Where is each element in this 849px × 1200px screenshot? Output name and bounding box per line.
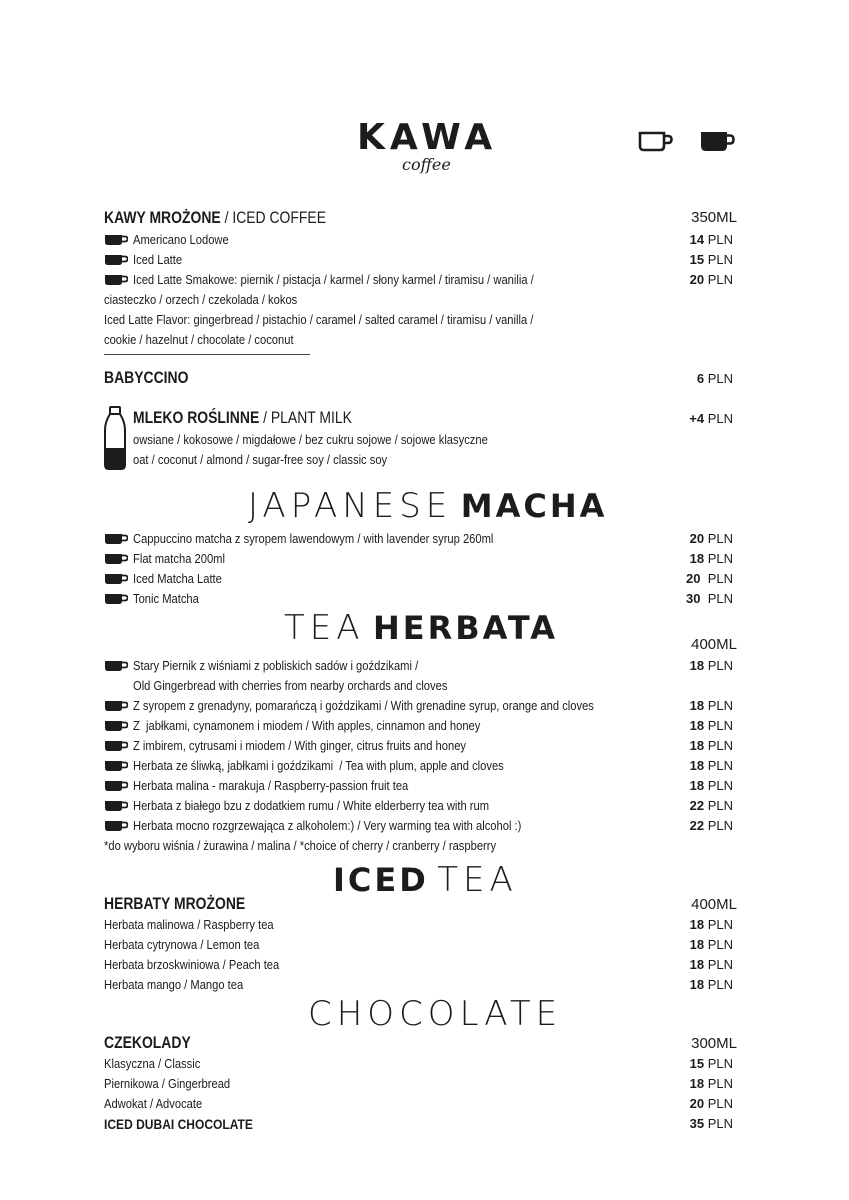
iced-tea-title-bold: ICED	[333, 861, 429, 899]
page-subtitle: coffee	[402, 155, 451, 174]
menu-item-price: 18 PLN	[689, 917, 733, 932]
menu-item-price: 20 PLN	[689, 531, 733, 546]
cup-icon	[104, 700, 128, 712]
menu-item-name: Z jabłkami, cynamonem i miodem / With apples, cinnamon and honey	[133, 718, 481, 733]
iced-tea-subtitle: HERBATY MROŻONE	[104, 894, 246, 913]
cup-icon	[104, 573, 128, 585]
tea-title-thin: TEA	[284, 608, 365, 648]
page-title: KAWA	[357, 117, 498, 158]
matcha-title-bold: MACHA	[460, 487, 608, 525]
cup-icon	[104, 760, 128, 772]
flavor-line: Iced Latte Flavor: gingerbread / pistachio / caramel / salted caramel / tiramisu / vanilla /	[104, 312, 534, 327]
cup-icon	[104, 274, 128, 286]
menu-item-price: 15 PLN	[689, 252, 733, 267]
outline-cup-icon	[638, 131, 674, 153]
iced-coffee-title-en: / ICED COFFEE	[220, 208, 327, 227]
menu-item-name: Herbata malinowa / Raspberry tea	[104, 917, 274, 932]
menu-item-name: Herbata ze śliwką, jabłkami i goździkami / Tea with plum, apple and cloves	[133, 758, 504, 773]
cup-icon	[104, 820, 128, 832]
menu-item-name: Herbata z białego bzu z dodatkiem rumu / White elderberry tea with rum	[133, 798, 490, 813]
cup-icon	[104, 533, 128, 545]
cup-icon	[104, 593, 128, 605]
menu-item-name: Herbata mango / Mango tea	[104, 977, 244, 992]
chocolate-section-title	[308, 994, 562, 1041]
babyccino-title: BABYCCINO	[104, 368, 189, 387]
cup-icon	[104, 660, 128, 672]
menu-item-price: 18 PLN	[689, 778, 733, 793]
special-item-name: ICED DUBAI CHOCOLATE	[104, 1116, 253, 1132]
menu-item-name: Americano Lodowe	[133, 232, 229, 247]
tea-title-bold: HERBATA	[372, 609, 559, 647]
menu-item-price: 18 PLN	[689, 957, 733, 972]
menu-item-price: 18 PLN	[689, 658, 733, 673]
menu-item-price: 22 PLN	[689, 798, 733, 813]
tea-section-title	[284, 608, 558, 655]
filled-cup-icon	[700, 131, 736, 153]
menu-item-price: 18 PLN	[689, 758, 733, 773]
iced-tea-title-thin: TEA	[437, 860, 518, 900]
menu-item-name: Herbata mocno rozgrzewająca z alkoholem:) / Very warming tea with alcohol :)	[133, 818, 522, 833]
special-item-price: 35 PLN	[689, 1116, 733, 1131]
babyccino-price: 6 PLN	[696, 371, 733, 386]
menu-item-name: Z imbirem, cytrusami i miodem / With ginger, citrus fruits and honey	[133, 738, 467, 753]
cup-icon	[104, 800, 128, 812]
menu-item-name: Stary Piernik z wiśniami z pobliskich sadów i goździkami /	[133, 658, 419, 673]
iced-tea-section-title	[333, 860, 518, 907]
tea-footnote: *do wyboru wiśnia / żurawina / malina / *choice of cherry / cranberry / raspberry	[104, 838, 497, 853]
menu-item-name: Herbata malina - marakuja / Raspberry-passion fruit tea	[133, 778, 409, 793]
chocolate-subtitle: CZEKOLADY	[104, 1033, 191, 1052]
menu-item-name: Z syropem z grenadyny, pomarańczą i goździkami / With grenadine syrup, orange and cloves	[133, 698, 594, 713]
divider	[104, 354, 310, 355]
menu-item-name: Herbata cytrynowa / Lemon tea	[104, 937, 260, 952]
plant-milk-options-en: oat / coconut / almond / sugar-free soy / classic soy	[133, 452, 388, 467]
cup-icon	[104, 234, 128, 246]
plant-milk-heading	[133, 408, 352, 428]
cup-icon	[104, 553, 128, 565]
menu-item-price: 18 PLN	[689, 937, 733, 952]
menu-item-name: Tonic Matcha	[133, 591, 199, 606]
tea-size: 400ML	[691, 636, 737, 653]
cup-icon	[104, 720, 128, 732]
plant-milk-options-pl: owsiane / kokosowe / migdałowe / bez cukru sojowe / sojowe klasyczne	[133, 432, 488, 447]
menu-item-price: 30 PLN	[686, 591, 733, 606]
chocolate-title: CHOCOLATE	[308, 994, 563, 1034]
menu-item-price: 18 PLN	[689, 551, 733, 566]
matcha-section-title	[248, 486, 607, 533]
menu-item-name: Flat matcha 200ml	[133, 551, 225, 566]
menu-item-name: Iced Matcha Latte	[133, 571, 222, 586]
plant-milk-title-pl: MLEKO ROŚLINNE	[133, 408, 260, 427]
milk-bottle-icon	[104, 406, 126, 470]
menu-item-name-en: Old Gingerbread with cherries from nearby orchards and cloves	[133, 678, 448, 693]
cup-icon	[104, 254, 128, 266]
menu-item-price: 18 PLN	[689, 1076, 733, 1091]
menu-item-price: 18 PLN	[689, 738, 733, 753]
menu-item-name: Iced Latte	[133, 252, 183, 267]
menu-item-name: Iced Latte Smakowe: piernik / pistacja / karmel / słony karmel / tiramisu / wanilia /	[133, 272, 534, 287]
chocolate-size: 300ML	[691, 1035, 737, 1052]
menu-item-price: 14 PLN	[689, 232, 733, 247]
matcha-title-thin: JAPANESE	[248, 486, 453, 526]
menu-item-name: Piernikowa / Gingerbread	[104, 1076, 231, 1091]
menu-item-name: Cappuccino matcha z syropem lawendowym / with lavender syrup 260ml	[133, 531, 494, 546]
menu-item-price: 20 PLN	[686, 571, 733, 586]
plant-milk-title-en: / PLANT MILK	[259, 408, 352, 427]
menu-item-price: 18 PLN	[689, 718, 733, 733]
cup-icon	[104, 780, 128, 792]
menu-item-name: Adwokat / Advocate	[104, 1096, 203, 1111]
menu-item-price: 20 PLN	[689, 272, 733, 287]
iced-coffee-size: 350ML	[691, 209, 737, 226]
menu-item-name: Klasyczna / Classic	[104, 1056, 201, 1071]
iced-coffee-title-pl: KAWY MROŻONE	[104, 208, 221, 227]
iced-coffee-heading	[104, 208, 326, 228]
iced-tea-size: 400ML	[691, 896, 737, 913]
flavor-line: cookie / hazelnut / chocolate / coconut	[104, 332, 294, 347]
cup-icon	[104, 740, 128, 752]
menu-item-price: 20 PLN	[689, 1096, 733, 1111]
menu-item-price: 18 PLN	[689, 977, 733, 992]
plant-milk-price: +4 PLN	[689, 411, 733, 426]
menu-item-name: Herbata brzoskwiniowa / Peach tea	[104, 957, 280, 972]
menu-item-price: 15 PLN	[689, 1056, 733, 1071]
menu-item-price: 22 PLN	[689, 818, 733, 833]
menu-item-price: 18 PLN	[689, 698, 733, 713]
flavor-line: ciasteczko / orzech / czekolada / kokos	[104, 292, 298, 307]
